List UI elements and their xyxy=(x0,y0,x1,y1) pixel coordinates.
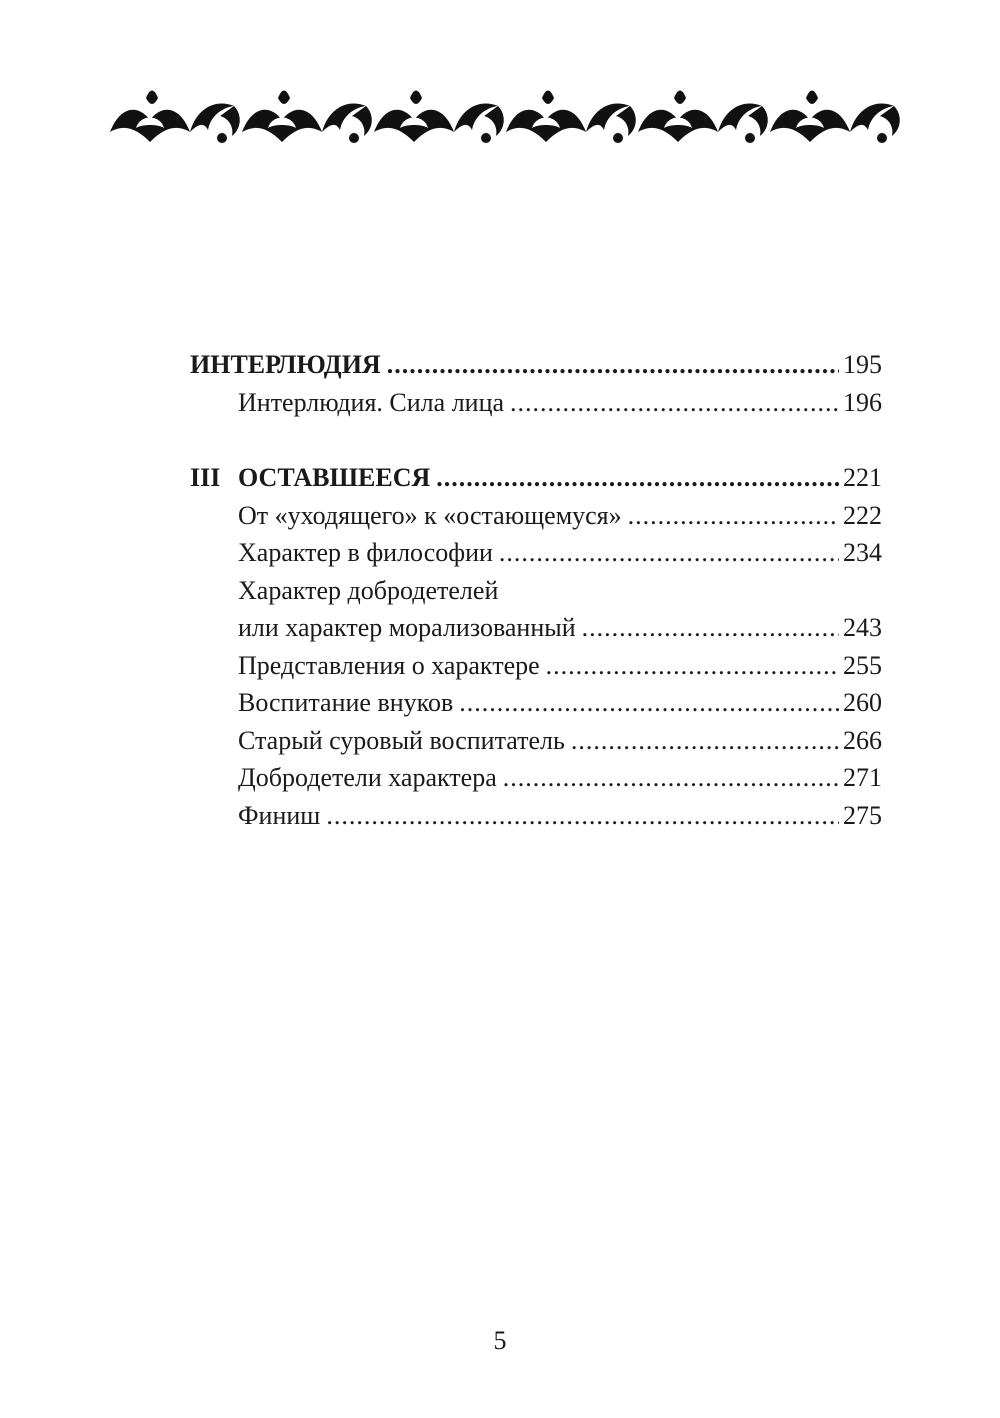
toc-entry[interactable] xyxy=(190,497,882,535)
toc-entry[interactable] xyxy=(190,797,882,835)
toc-entry[interactable] xyxy=(190,759,882,797)
dot-leader xyxy=(571,722,839,760)
dot-leader xyxy=(510,384,839,422)
toc-entry-title: Добродетели характера xyxy=(238,763,497,792)
dot-leader xyxy=(546,647,839,685)
toc-entry[interactable] xyxy=(190,722,882,760)
toc-entry-page: 196 xyxy=(843,387,882,417)
toc-entry[interactable] xyxy=(190,384,882,422)
toc-entry-title: или характер морализованный xyxy=(238,613,576,642)
dot-leader xyxy=(459,684,839,722)
page-number: 5 xyxy=(493,1326,507,1355)
toc-entry-title: Воспитание внуков xyxy=(238,688,454,717)
part-number: III xyxy=(190,463,221,492)
toc-entry-part-3[interactable] xyxy=(190,459,882,497)
toc-entry-page: 243 xyxy=(843,613,882,642)
toc-entry-page: 260 xyxy=(843,688,882,717)
toc-entry-page: 255 xyxy=(843,650,882,680)
toc-entry-page: 271 xyxy=(843,763,882,792)
toc-entry-title: ИНТЕРЛЮДИЯ xyxy=(190,350,381,379)
toc-entry-page: 266 xyxy=(843,725,882,755)
dot-leader xyxy=(582,609,839,647)
toc-entry-title: ОСТАВШЕЕСЯ xyxy=(238,463,431,492)
dot-leader xyxy=(628,497,839,535)
toc-entry[interactable] xyxy=(190,647,882,685)
toc-entry[interactable] xyxy=(190,534,882,572)
toc-entry[interactable] xyxy=(190,684,882,722)
dot-leader xyxy=(387,346,839,384)
toc-entry-title: Финиш xyxy=(238,800,321,830)
toc-entry-title: Интерлюдия. Сила лица xyxy=(238,387,505,417)
toc-entry-page: 222 xyxy=(843,500,882,530)
table-of-contents xyxy=(190,346,882,834)
floral-border-icon xyxy=(110,80,912,150)
toc-entry-page: 275 xyxy=(843,800,882,830)
toc-entry-title-line[interactable] xyxy=(190,572,882,610)
dot-leader xyxy=(326,797,839,835)
dot-leader xyxy=(499,534,839,572)
toc-entry-interlude[interactable] xyxy=(190,346,882,384)
toc-entry-page: 195 xyxy=(843,350,882,379)
toc-entry[interactable] xyxy=(190,609,882,647)
toc-entry-page: 234 xyxy=(843,538,882,567)
toc-entry-title: Характер в философии xyxy=(238,538,493,567)
dot-leader xyxy=(503,759,839,797)
toc-entry-title: Характер добродетелей xyxy=(238,575,499,605)
toc-entry-title: От «уходящего» к «остающемуся» xyxy=(238,500,622,530)
toc-entry-title: Представления о характере xyxy=(238,650,540,680)
dot-leader xyxy=(436,459,839,497)
toc-entry-title: Старый суровый воспитатель xyxy=(238,725,565,755)
toc-entry-page: 221 xyxy=(843,463,882,492)
